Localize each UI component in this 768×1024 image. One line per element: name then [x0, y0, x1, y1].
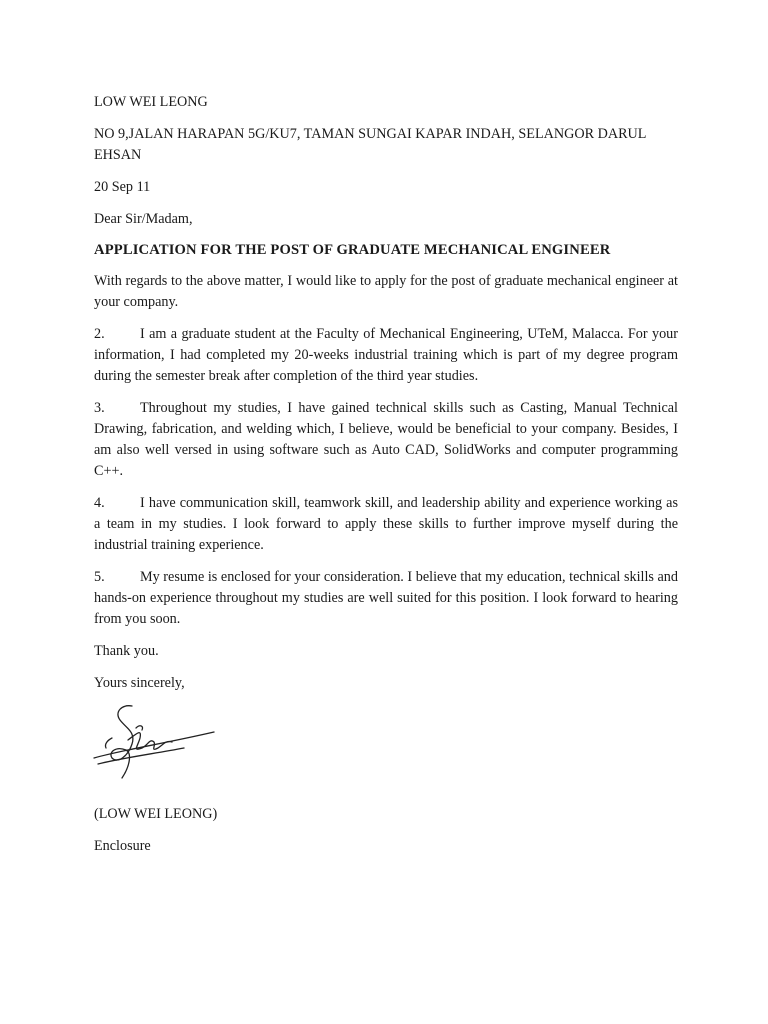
paragraph-number: 2. [94, 326, 105, 342]
paragraph-5 [94, 567, 678, 630]
paragraph-number: 4. [94, 495, 105, 511]
paragraph-4 [94, 493, 678, 556]
intro-paragraph: With regards to the above matter, I would like to apply for the post of graduate mechanical engineer at your company. [94, 273, 678, 310]
paragraph-text: I am a graduate student at the Faculty of Mechanical Engineering, UTeM, Malacca. For your information, I had completed my 20-weeks industrial training which is part of my degree program during the semester break after completion of the third year studies. [94, 326, 678, 384]
letter-page [94, 92, 678, 857]
letter-date: 20 Sep 11 [94, 179, 151, 195]
paragraph-text: I have communication skill, teamwork skill, and leadership ability and experience working as a team in my studies. I look forward to apply these skills to further improve myself during the industrial training experience. [94, 495, 678, 553]
paragraph-2 [94, 324, 678, 387]
paragraph-number: 3. [94, 400, 105, 416]
subject-heading: APPLICATION FOR THE POST OF GRADUATE MECHANICAL ENGINEER [94, 242, 611, 258]
paragraph-number: 5. [94, 569, 105, 585]
enclosure-note: Enclosure [94, 838, 151, 854]
salutation: Dear Sir/Madam, [94, 211, 193, 227]
paragraph-3 [94, 398, 678, 482]
paragraph-text: My resume is enclosed for your consideration. I believe that my education, technical skills and hands-on experience throughout my studies are well suited for this position. I look forward to hearing from you soon. [94, 569, 678, 627]
handwritten-signature [92, 698, 222, 790]
signer-name: (LOW WEI LEONG) [94, 806, 218, 822]
closing-regards: Yours sincerely, [94, 675, 185, 691]
sender-address: NO 9,JALAN HARAPAN 5G/KU7, TAMAN SUNGAI KAPAR INDAH, SELANGOR DARUL EHSAN [94, 126, 646, 163]
closing-thanks: Thank you. [94, 643, 159, 659]
paragraph-text: Throughout my studies, I have gained technical skills such as Casting, Manual Technical Drawing, fabrication, and welding which, I believe, would be beneficial to your company. Besides, I am also well versed in using software such as Auto CAD, SolidWorks and computer programming C++. [94, 400, 678, 479]
sender-name: LOW WEI LEONG [94, 94, 208, 110]
